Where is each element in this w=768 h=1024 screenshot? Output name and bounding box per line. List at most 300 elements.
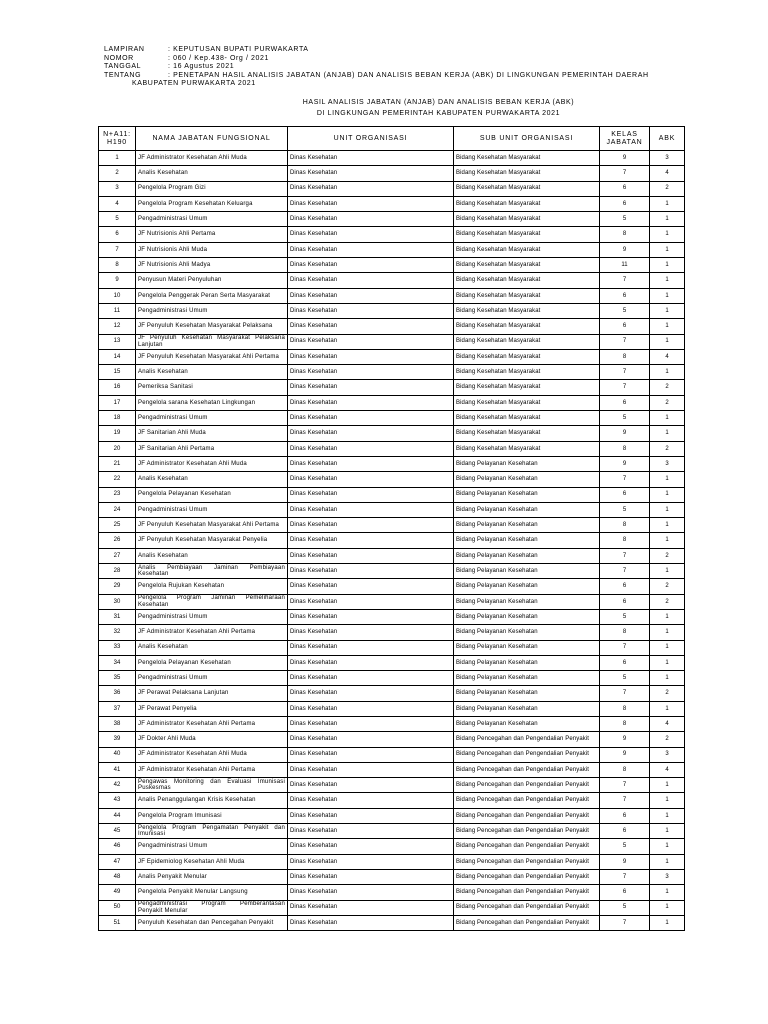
table-row [99, 227, 685, 242]
unit-organisasi: Dinas Kesehatan [288, 915, 454, 930]
tentang-label: TENTANG [104, 71, 142, 79]
table-row [99, 762, 685, 777]
tanggal-label: TANGGAL [104, 63, 142, 70]
sub-unit-organisasi: Bidang Pelayanan Kesehatan [454, 548, 600, 563]
unit-organisasi: Dinas Kesehatan [288, 762, 454, 777]
unit-organisasi: Dinas Kesehatan [288, 900, 454, 915]
table-row [99, 579, 685, 594]
sub-unit-organisasi: Bidang Pelayanan Kesehatan [454, 518, 600, 533]
row-number: 34 [99, 655, 136, 670]
sub-unit-organisasi: Bidang Pencegahan dan Pengendalian Penyakit [454, 839, 600, 854]
row-number: 44 [99, 808, 136, 823]
kelas-jabatan: 7 [600, 778, 650, 793]
row-number: 23 [99, 487, 136, 502]
kelas-jabatan: 8 [600, 716, 650, 731]
table-row [99, 839, 685, 854]
sub-unit-organisasi: Bidang Kesehatan Masyarakat [454, 258, 600, 273]
jabatan-name: Penyusun Materi Penyuluhan [136, 273, 288, 288]
abk-value: 1 [650, 655, 685, 670]
sub-unit-organisasi: Bidang Kesehatan Masyarakat [454, 166, 600, 181]
sub-unit-organisasi: Bidang Kesehatan Masyarakat [454, 288, 600, 303]
table-row [99, 640, 685, 655]
abk-value: 4 [650, 762, 685, 777]
column-header-abk: ABK [650, 127, 685, 151]
kelas-jabatan: 7 [600, 166, 650, 181]
row-number: 9 [99, 273, 136, 288]
tentang-value: : PENETAPAN HASIL ANALISIS JABATAN (ANJAB) DAN ANALISIS BEBAN KERJA (ABK) DI LINGKUNGAN PEMERINTAH DAERAH [168, 71, 649, 79]
table-row [99, 334, 685, 349]
table-row [99, 716, 685, 731]
row-number: 16 [99, 380, 136, 395]
sub-unit-organisasi: Bidang Pelayanan Kesehatan [454, 625, 600, 640]
row-number: 10 [99, 288, 136, 303]
row-number: 46 [99, 839, 136, 854]
abk-value: 1 [650, 303, 685, 318]
table-row [99, 808, 685, 823]
sub-unit-organisasi: Bidang Pelayanan Kesehatan [454, 564, 600, 579]
abk-value: 1 [650, 778, 685, 793]
sub-unit-organisasi: Bidang Pelayanan Kesehatan [454, 487, 600, 502]
table-row [99, 487, 685, 502]
kelas-jabatan: 5 [600, 502, 650, 517]
row-number: 14 [99, 349, 136, 364]
row-number: 42 [99, 778, 136, 793]
abk-value: 1 [650, 564, 685, 579]
unit-organisasi: Dinas Kesehatan [288, 854, 454, 869]
sub-unit-organisasi: Bidang Pencegahan dan Pengendalian Penyakit [454, 885, 600, 900]
row-number: 36 [99, 686, 136, 701]
position-table [98, 126, 685, 931]
row-number: 8 [99, 258, 136, 273]
sub-unit-organisasi: Bidang Kesehatan Masyarakat [454, 380, 600, 395]
row-number: 3 [99, 181, 136, 196]
table-row [99, 319, 685, 334]
unit-organisasi: Dinas Kesehatan [288, 349, 454, 364]
table-row [99, 854, 685, 869]
kelas-jabatan: 6 [600, 181, 650, 196]
unit-organisasi: Dinas Kesehatan [288, 824, 454, 839]
column-header-unit-organisasi: UNIT ORGANISASI [288, 127, 454, 151]
row-number: 40 [99, 747, 136, 762]
row-number: 31 [99, 609, 136, 624]
sub-unit-organisasi: Bidang Kesehatan Masyarakat [454, 303, 600, 318]
kelas-jabatan: 7 [600, 869, 650, 884]
kelas-jabatan: 5 [600, 900, 650, 915]
table-row [99, 212, 685, 227]
unit-organisasi: Dinas Kesehatan [288, 640, 454, 655]
kelas-jabatan: 7 [600, 686, 650, 701]
kelas-jabatan: 6 [600, 319, 650, 334]
abk-value: 1 [650, 288, 685, 303]
jabatan-name: JF Sanitarian Ahli Muda [136, 426, 288, 441]
abk-value: 3 [650, 747, 685, 762]
unit-organisasi: Dinas Kesehatan [288, 273, 454, 288]
jabatan-name: JF Nutrisionis Ahli Madya [136, 258, 288, 273]
tanggal-value: : 16 Agustus 2021 [168, 63, 235, 70]
table-row [99, 915, 685, 930]
abk-value: 1 [650, 365, 685, 380]
table-row [99, 395, 685, 410]
sub-unit-organisasi: Bidang Kesehatan Masyarakat [454, 411, 600, 426]
kelas-jabatan: 8 [600, 441, 650, 456]
sub-unit-organisasi: Bidang Pelayanan Kesehatan [454, 686, 600, 701]
unit-organisasi: Dinas Kesehatan [288, 655, 454, 670]
sub-unit-organisasi: Bidang Kesehatan Masyarakat [454, 426, 600, 441]
row-number: 7 [99, 242, 136, 257]
row-number: 13 [99, 334, 136, 349]
row-number: 4 [99, 196, 136, 211]
column-header-kelas-jabatan: KELAS JABATAN [600, 127, 650, 151]
abk-value: 1 [650, 502, 685, 517]
jabatan-name: Pengelola Penyakit Menular Langsung [136, 885, 288, 900]
table-row [99, 747, 685, 762]
row-number: 37 [99, 701, 136, 716]
lampiran-value: : KEPUTUSAN BUPATI PURWAKARTA [168, 46, 309, 53]
row-number: 38 [99, 716, 136, 731]
jabatan-name: JF Nutrisionis Ahli Pertama [136, 227, 288, 242]
sub-unit-organisasi: Bidang Pelayanan Kesehatan [454, 502, 600, 517]
row-number: 27 [99, 548, 136, 563]
table-row [99, 625, 685, 640]
kelas-jabatan: 5 [600, 212, 650, 227]
unit-organisasi: Dinas Kesehatan [288, 319, 454, 334]
jabatan-name: Pengadministrasi Umum [136, 609, 288, 624]
kelas-jabatan: 5 [600, 671, 650, 686]
lampiran-label: LAMPIRAN [104, 46, 145, 53]
table-row [99, 380, 685, 395]
sub-unit-organisasi: Bidang Pelayanan Kesehatan [454, 456, 600, 471]
unit-organisasi: Dinas Kesehatan [288, 181, 454, 196]
kelas-jabatan: 9 [600, 242, 650, 257]
jabatan-name: Pengadministrasi Umum [136, 303, 288, 318]
row-number: 30 [99, 594, 136, 609]
kelas-jabatan: 9 [600, 151, 650, 166]
unit-organisasi: Dinas Kesehatan [288, 701, 454, 716]
abk-value: 1 [650, 242, 685, 257]
unit-organisasi: Dinas Kesehatan [288, 258, 454, 273]
sub-unit-organisasi: Bidang Pelayanan Kesehatan [454, 716, 600, 731]
tanggal-row [104, 63, 649, 72]
abk-value: 4 [650, 349, 685, 364]
abk-value: 1 [650, 671, 685, 686]
row-number: 15 [99, 365, 136, 380]
unit-organisasi: Dinas Kesehatan [288, 579, 454, 594]
jabatan-name: Pengelola Penggerak Peran Serta Masyarakat [136, 288, 288, 303]
unit-organisasi: Dinas Kesehatan [288, 808, 454, 823]
sub-unit-organisasi: Bidang Pelayanan Kesehatan [454, 671, 600, 686]
abk-value: 1 [650, 472, 685, 487]
jabatan-name: Pengelola Rujukan Kesehatan [136, 579, 288, 594]
kelas-jabatan: 7 [600, 380, 650, 395]
kelas-jabatan: 9 [600, 747, 650, 762]
table-row [99, 303, 685, 318]
jabatan-name: Pengelola Pelayanan Kesehatan [136, 655, 288, 670]
jabatan-name: Pengadministrasi Umum [136, 411, 288, 426]
table-row [99, 885, 685, 900]
kelas-jabatan: 9 [600, 426, 650, 441]
jabatan-name: Analis Kesehatan [136, 472, 288, 487]
abk-value: 1 [650, 518, 685, 533]
row-number: 20 [99, 441, 136, 456]
sub-unit-organisasi: Bidang Pelayanan Kesehatan [454, 640, 600, 655]
kelas-jabatan: 8 [600, 227, 650, 242]
row-number: 39 [99, 732, 136, 747]
jabatan-name: Pengelola Program Pengamatan Penyakit dan Imunisasi [136, 824, 288, 839]
row-number: 41 [99, 762, 136, 777]
jabatan-name: Pengadministrasi Umum [136, 212, 288, 227]
sub-unit-organisasi: Bidang Pencegahan dan Pengendalian Penyakit [454, 808, 600, 823]
kelas-jabatan: 9 [600, 456, 650, 471]
unit-organisasi: Dinas Kesehatan [288, 441, 454, 456]
jabatan-name: JF Administrator Kesehatan Ahli Muda [136, 456, 288, 471]
row-number: 35 [99, 671, 136, 686]
jabatan-name: JF Penyuluh Kesehatan Masyarakat Ahli Pertama [136, 349, 288, 364]
jabatan-name: JF Perawat Pelaksana Lanjutan [136, 686, 288, 701]
unit-organisasi: Dinas Kesehatan [288, 686, 454, 701]
row-number: 26 [99, 533, 136, 548]
abk-value: 2 [650, 732, 685, 747]
kelas-jabatan: 6 [600, 885, 650, 900]
kelas-jabatan: 11 [600, 258, 650, 273]
row-number: 51 [99, 915, 136, 930]
unit-organisasi: Dinas Kesehatan [288, 533, 454, 548]
sub-unit-organisasi: Bidang Pelayanan Kesehatan [454, 579, 600, 594]
row-number: 18 [99, 411, 136, 426]
row-number: 19 [99, 426, 136, 441]
kelas-jabatan: 7 [600, 273, 650, 288]
unit-organisasi: Dinas Kesehatan [288, 288, 454, 303]
row-number: 25 [99, 518, 136, 533]
kelas-jabatan: 6 [600, 808, 650, 823]
abk-value: 1 [650, 839, 685, 854]
table-row [99, 548, 685, 563]
sub-unit-organisasi: Bidang Pencegahan dan Pengendalian Penyakit [454, 747, 600, 762]
sub-unit-organisasi: Bidang Kesehatan Masyarakat [454, 441, 600, 456]
kelas-jabatan: 5 [600, 609, 650, 624]
table-row [99, 181, 685, 196]
table-row [99, 456, 685, 471]
abk-value: 3 [650, 151, 685, 166]
abk-value: 3 [650, 869, 685, 884]
sub-unit-organisasi: Bidang Pelayanan Kesehatan [454, 655, 600, 670]
jabatan-name: Pengelola Program Kesehatan Keluarga [136, 196, 288, 211]
abk-value: 2 [650, 441, 685, 456]
jabatan-name: Pengelola sarana Kesehatan Lingkungan [136, 395, 288, 410]
row-number: 1 [99, 151, 136, 166]
sub-unit-organisasi: Bidang Pelayanan Kesehatan [454, 594, 600, 609]
jabatan-name: Pengelola Program Jaminan Pemeliharaan Kesehatan [136, 594, 288, 609]
kelas-jabatan: 7 [600, 793, 650, 808]
jabatan-name: Pemeriksa Sanitasi [136, 380, 288, 395]
jabatan-name: JF Penyuluh Kesehatan Masyarakat Ahli Pertama [136, 518, 288, 533]
table-row [99, 166, 685, 181]
abk-value: 1 [650, 212, 685, 227]
table-row [99, 288, 685, 303]
sub-unit-organisasi: Bidang Pencegahan dan Pengendalian Penyakit [454, 854, 600, 869]
table-row [99, 426, 685, 441]
jabatan-name: JF Administrator Kesehatan Ahli Muda [136, 747, 288, 762]
kelas-jabatan: 5 [600, 303, 650, 318]
kelas-jabatan: 7 [600, 365, 650, 380]
sub-unit-organisasi: Bidang Pelayanan Kesehatan [454, 472, 600, 487]
abk-value: 2 [650, 579, 685, 594]
jabatan-name: JF Dokter Ahli Muda [136, 732, 288, 747]
table-row [99, 701, 685, 716]
table-row [99, 518, 685, 533]
abk-value: 2 [650, 181, 685, 196]
unit-organisasi: Dinas Kesehatan [288, 564, 454, 579]
jabatan-name: Pengelola Program Imunisasi [136, 808, 288, 823]
sub-unit-organisasi: Bidang Pencegahan dan Pengendalian Penyakit [454, 793, 600, 808]
jabatan-name: Analis Kesehatan [136, 548, 288, 563]
jabatan-name: Pengadministrasi Umum [136, 502, 288, 517]
abk-value: 1 [650, 793, 685, 808]
sub-unit-organisasi: Bidang Pencegahan dan Pengendalian Penyakit [454, 732, 600, 747]
abk-value: 1 [650, 411, 685, 426]
jabatan-name: Analis Penanggulangan Krisis Kesehatan [136, 793, 288, 808]
abk-value: 1 [650, 900, 685, 915]
sub-unit-organisasi: Bidang Kesehatan Masyarakat [454, 227, 600, 242]
jabatan-name: JF Administrator Kesehatan Ahli Pertama [136, 762, 288, 777]
jabatan-name: JF Administrator Kesehatan Ahli Pertama [136, 625, 288, 640]
jabatan-name: JF Nutrisionis Ahli Muda [136, 242, 288, 257]
table-row [99, 594, 685, 609]
abk-value: 2 [650, 395, 685, 410]
abk-value: 1 [650, 808, 685, 823]
abk-value: 2 [650, 686, 685, 701]
table-header-row [99, 127, 685, 151]
kelas-jabatan: 7 [600, 564, 650, 579]
sub-unit-organisasi: Bidang Kesehatan Masyarakat [454, 334, 600, 349]
kelas-jabatan: 6 [600, 395, 650, 410]
sub-unit-organisasi: Bidang Kesehatan Masyarakat [454, 196, 600, 211]
tentang-row [104, 72, 649, 81]
table-row [99, 273, 685, 288]
jabatan-name: JF Sanitarian Ahli Pertama [136, 441, 288, 456]
table-row [99, 502, 685, 517]
table-row [99, 258, 685, 273]
sub-unit-organisasi: Bidang Pencegahan dan Pengendalian Penyakit [454, 778, 600, 793]
kelas-jabatan: 8 [600, 518, 650, 533]
sub-unit-organisasi: Bidang Kesehatan Masyarakat [454, 365, 600, 380]
kelas-jabatan: 6 [600, 288, 650, 303]
row-number: 49 [99, 885, 136, 900]
jabatan-name: Pengelola Pelayanan Kesehatan [136, 487, 288, 502]
kelas-jabatan: 6 [600, 196, 650, 211]
column-header-no: N+A11: H190 [99, 127, 136, 151]
kelas-jabatan: 9 [600, 732, 650, 747]
lampiran-row [104, 46, 649, 55]
row-number: 12 [99, 319, 136, 334]
sub-unit-organisasi: Bidang Pencegahan dan Pengendalian Penyakit [454, 900, 600, 915]
jabatan-name: JF Penyuluh Kesehatan Masyarakat Penyelia [136, 533, 288, 548]
kelas-jabatan: 6 [600, 594, 650, 609]
sub-unit-organisasi: Bidang Kesehatan Masyarakat [454, 273, 600, 288]
unit-organisasi: Dinas Kesehatan [288, 365, 454, 380]
sub-unit-organisasi: Bidang Kesehatan Masyarakat [454, 319, 600, 334]
document-title-line-1: HASIL ANALISIS JABATAN (ANJAB) DAN ANALISIS BEBAN KERJA (ABK) [302, 99, 575, 106]
unit-organisasi: Dinas Kesehatan [288, 456, 454, 471]
abk-value: 1 [650, 227, 685, 242]
sub-unit-organisasi: Bidang Pelayanan Kesehatan [454, 533, 600, 548]
row-number: 17 [99, 395, 136, 410]
jabatan-name: Pengawas Monitoring dan Evaluasi Imunisasi Puskesmas [136, 778, 288, 793]
jabatan-name: Pengadministrasi Umum [136, 671, 288, 686]
abk-value: 2 [650, 594, 685, 609]
unit-organisasi: Dinas Kesehatan [288, 839, 454, 854]
table-row [99, 196, 685, 211]
kelas-jabatan: 7 [600, 915, 650, 930]
kelas-jabatan: 8 [600, 625, 650, 640]
unit-organisasi: Dinas Kesehatan [288, 885, 454, 900]
table-row [99, 441, 685, 456]
table-row [99, 824, 685, 839]
table-row [99, 533, 685, 548]
unit-organisasi: Dinas Kesehatan [288, 411, 454, 426]
unit-organisasi: Dinas Kesehatan [288, 778, 454, 793]
abk-value: 1 [650, 824, 685, 839]
unit-organisasi: Dinas Kesehatan [288, 334, 454, 349]
tentang-continuation: KABUPATEN PURWAKARTA 2021 [132, 80, 256, 87]
abk-value: 4 [650, 166, 685, 181]
table-body [99, 151, 685, 931]
unit-organisasi: Dinas Kesehatan [288, 242, 454, 257]
kelas-jabatan: 7 [600, 334, 650, 349]
abk-value: 1 [650, 196, 685, 211]
table-row [99, 365, 685, 380]
abk-value: 1 [650, 533, 685, 548]
abk-value: 1 [650, 487, 685, 502]
document-title-line-2: DI LINGKUNGAN PEMERINTAH KABUPATEN PURWAKARTA 2021 [316, 110, 561, 117]
jabatan-name: JF Penyuluh Kesehatan Masyarakat Pelaksana [136, 319, 288, 334]
sub-unit-organisasi: Bidang Pencegahan dan Pengendalian Penyakit [454, 869, 600, 884]
table-row [99, 242, 685, 257]
jabatan-name: Analis Kesehatan [136, 365, 288, 380]
table-row [99, 778, 685, 793]
kelas-jabatan: 6 [600, 824, 650, 839]
unit-organisasi: Dinas Kesehatan [288, 732, 454, 747]
unit-organisasi: Dinas Kesehatan [288, 227, 454, 242]
kelas-jabatan: 8 [600, 762, 650, 777]
unit-organisasi: Dinas Kesehatan [288, 196, 454, 211]
unit-organisasi: Dinas Kesehatan [288, 793, 454, 808]
abk-value: 1 [650, 640, 685, 655]
abk-value: 1 [650, 885, 685, 900]
row-number: 33 [99, 640, 136, 655]
kelas-jabatan: 6 [600, 655, 650, 670]
jabatan-name: Analis Kesehatan [136, 166, 288, 181]
kelas-jabatan: 8 [600, 701, 650, 716]
kelas-jabatan: 7 [600, 640, 650, 655]
table-row [99, 472, 685, 487]
row-number: 32 [99, 625, 136, 640]
unit-organisasi: Dinas Kesehatan [288, 487, 454, 502]
unit-organisasi: Dinas Kesehatan [288, 747, 454, 762]
unit-organisasi: Dinas Kesehatan [288, 609, 454, 624]
row-number: 47 [99, 854, 136, 869]
abk-value: 1 [650, 319, 685, 334]
abk-value: 1 [650, 854, 685, 869]
sub-unit-organisasi: Bidang Kesehatan Masyarakat [454, 151, 600, 166]
sub-unit-organisasi: Bidang Pelayanan Kesehatan [454, 609, 600, 624]
jabatan-name: Analis Pembiayaan Jaminan Pembiayaan Kesehatan [136, 564, 288, 579]
table-row [99, 869, 685, 884]
abk-value: 4 [650, 716, 685, 731]
table-row [99, 686, 685, 701]
kelas-jabatan: 7 [600, 472, 650, 487]
row-number: 24 [99, 502, 136, 517]
unit-organisasi: Dinas Kesehatan [288, 625, 454, 640]
